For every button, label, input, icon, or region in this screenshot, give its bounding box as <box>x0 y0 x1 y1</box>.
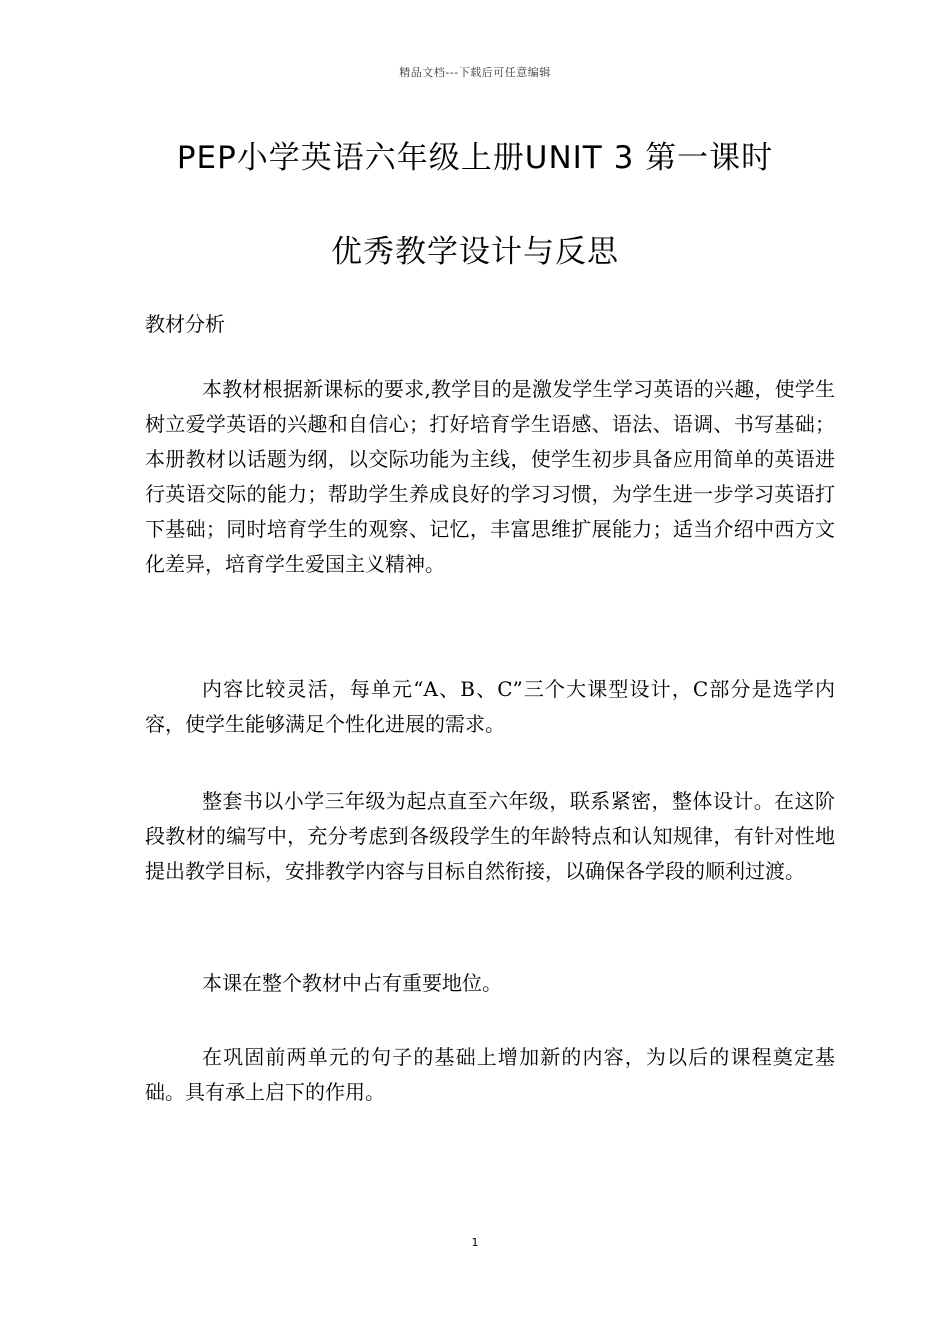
document-title-line-2: 优秀教学设计与反思 <box>331 234 619 270</box>
paragraph-3: 整套书以小学三年级为起点直至六年级，联系紧密，整体设计。在这阶段教材的编写中，充分考虑到各级段学生的年龄特点和认知规律，有针对性地提出教学目标，安排教学内容与目标自然衔接，以确保各学段的顺利过渡。 <box>145 789 835 883</box>
paragraph-2: 内容比较灵活，每单元“A、B、C”三个大课型设计，C部分是选学内容，使学生能够满足个性化进展的需求。 <box>145 677 835 736</box>
page-header: 精品文档---下载后可任意编辑 <box>399 66 551 79</box>
paragraph-4: 本课在整个教材中占有重要地位。 <box>202 971 502 995</box>
paragraph-1: 本教材根据新课标的要求,教学目的是激发学生学习英语的兴趣，使学生树立爱学英语的兴趣和自信心；打好培育学生语感、语法、语调、书写基础；本册教材以话题为纲，以交际功能为主线，使学生初步具备应用简单的英语进行英语交际的能力；帮助学生养成良好的学习习惯，为学生进一步学习英语打下基础；同时培育学生的观察、记忆，丰富思维扩展能力；适当介绍中西方文化差异，培育学生爱国主义精神。 <box>145 377 835 576</box>
paragraph-5: 在巩固前两单元的句子的基础上增加新的内容，为以后的课程奠定基础。具有承上启下的作用。 <box>145 1045 835 1104</box>
section-heading: 教材分析 <box>145 312 225 336</box>
document-title-line-1: PEP小学英语六年级上册UNIT 3 第一课时 <box>176 140 774 176</box>
page-number: 1 <box>471 1236 479 1249</box>
